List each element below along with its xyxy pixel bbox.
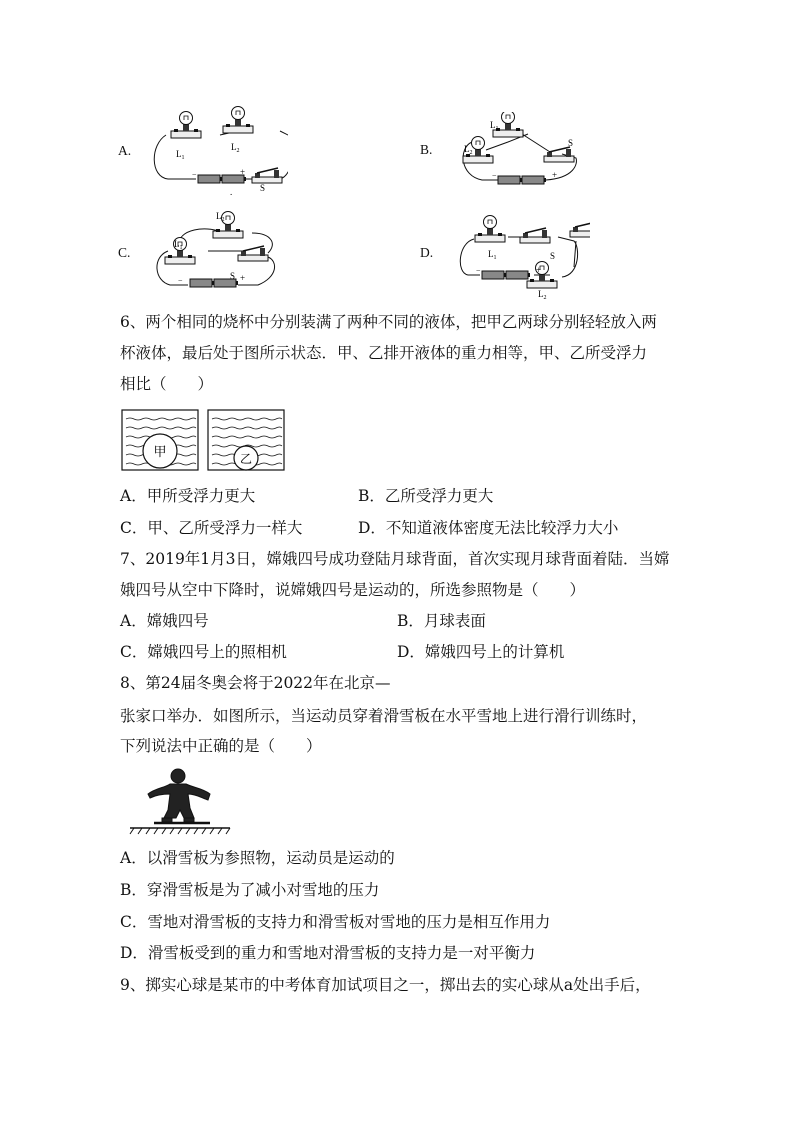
label-plus: + xyxy=(552,170,558,180)
q5-option-a xyxy=(118,105,288,195)
beaker-a xyxy=(122,410,198,470)
label-l1: $L_1$ xyxy=(488,249,497,261)
label-switch: S xyxy=(230,271,236,281)
q5-option-d xyxy=(420,207,590,302)
label-switch: S xyxy=(568,138,574,148)
q5-option-b xyxy=(420,112,590,192)
label-l1: $L_1$ xyxy=(490,120,499,132)
label-minus: − xyxy=(192,170,197,179)
q8-stem-line-1: 8、第24届冬奥会将于2022年在北京— xyxy=(120,674,391,692)
q8-option-b: B．穿滑雪板是为了减小对雪地的压力 xyxy=(120,881,380,899)
option-letter: D. xyxy=(420,245,434,260)
label-plus: + xyxy=(536,265,542,275)
option-letter: B. xyxy=(420,142,433,157)
circuit-diagram-c xyxy=(148,207,288,292)
q6-stem-line-1: 6、两个相同的烧杯中分别装满了两种不同的液体，把甲乙两球分别轻轻放入两 xyxy=(120,313,657,331)
label-switch: S xyxy=(260,183,266,193)
circuit-diagram-d xyxy=(450,207,590,302)
label-minus: − xyxy=(178,276,183,285)
label-minus: − xyxy=(492,171,497,180)
q6-option-b: B．乙所受浮力更大 xyxy=(358,487,494,505)
label-l2: $L_2$ xyxy=(216,211,225,223)
beakers-figure xyxy=(120,408,290,472)
label-dot: . xyxy=(230,187,233,195)
q7-stem-line-1: 7、2019年1月3日，嫦娥四号成功登陆月球背面，首次实现月球背面着陆．当嫦 xyxy=(120,550,670,568)
label-plus: + xyxy=(240,273,246,283)
q6-stem-line-2: 杯液体，最后处于图所示状态．甲、乙排开液体的重力相等，甲、乙所受浮力 xyxy=(120,344,648,362)
q7-option-d: D．嫦娥四号上的计算机 xyxy=(397,643,565,661)
q6-stem-line-3: 相比（ ） xyxy=(120,375,214,393)
beaker-b xyxy=(208,410,284,470)
q8-option-a: A．以滑雪板为参照物，运动员是运动的 xyxy=(120,849,395,867)
label-plus: + xyxy=(240,167,246,177)
q9-stem-line-1: 9、掷实心球是某市的中考体育加试项目之一，掷出去的实心球从a处出手后， xyxy=(120,976,651,994)
circuit-diagram-a xyxy=(148,105,288,195)
label-l2: $L_2$ xyxy=(538,289,547,301)
q7-option-c: C．嫦娥四号上的照相机 xyxy=(120,643,287,661)
q8-option-c: C．雪地对滑雪板的支持力和滑雪板对雪地的压力是相互作用力 xyxy=(120,913,551,931)
label-l2: $L_2$ xyxy=(464,144,473,156)
q6-option-a: A．甲所受浮力更大 xyxy=(120,487,256,505)
q7-option-b: B．月球表面 xyxy=(397,612,486,630)
q7-option-a: A．嫦娥四号 xyxy=(120,612,209,630)
label-minus: − xyxy=(476,266,481,275)
q8-stem-line-3: 下列说法中正确的是（ ） xyxy=(120,737,322,755)
label-l2: $L_2$ xyxy=(231,142,240,154)
label-switch: S xyxy=(550,251,556,261)
q8-stem-line-2: 张家口举办．如图所示，当运动员穿着滑雪板在水平雪地上进行滑行训练时， xyxy=(120,707,648,725)
ball-a-label: 甲 xyxy=(153,444,167,459)
q6-option-d: D．不知道液体密度无法比较浮力大小 xyxy=(358,519,619,537)
circuit-diagram-b xyxy=(450,112,590,192)
q5-option-c xyxy=(118,207,288,292)
option-letter: A. xyxy=(118,143,132,158)
label-l1: $L_1$ xyxy=(174,239,183,251)
ball-b-label: 乙 xyxy=(239,452,253,466)
option-letter: C. xyxy=(118,245,131,260)
label-l1: $L_1$ xyxy=(176,149,185,161)
q6-option-c: C．甲、乙所受浮力一样大 xyxy=(120,519,303,537)
q8-option-d: D．滑雪板受到的重力和雪地对滑雪板的支持力是一对平衡力 xyxy=(120,944,536,962)
snowboarder-figure xyxy=(126,766,234,836)
q7-stem-line-2: 娥四号从空中下降时，说嫦娥四号是运动的，所选参照物是（ ） xyxy=(120,581,586,599)
